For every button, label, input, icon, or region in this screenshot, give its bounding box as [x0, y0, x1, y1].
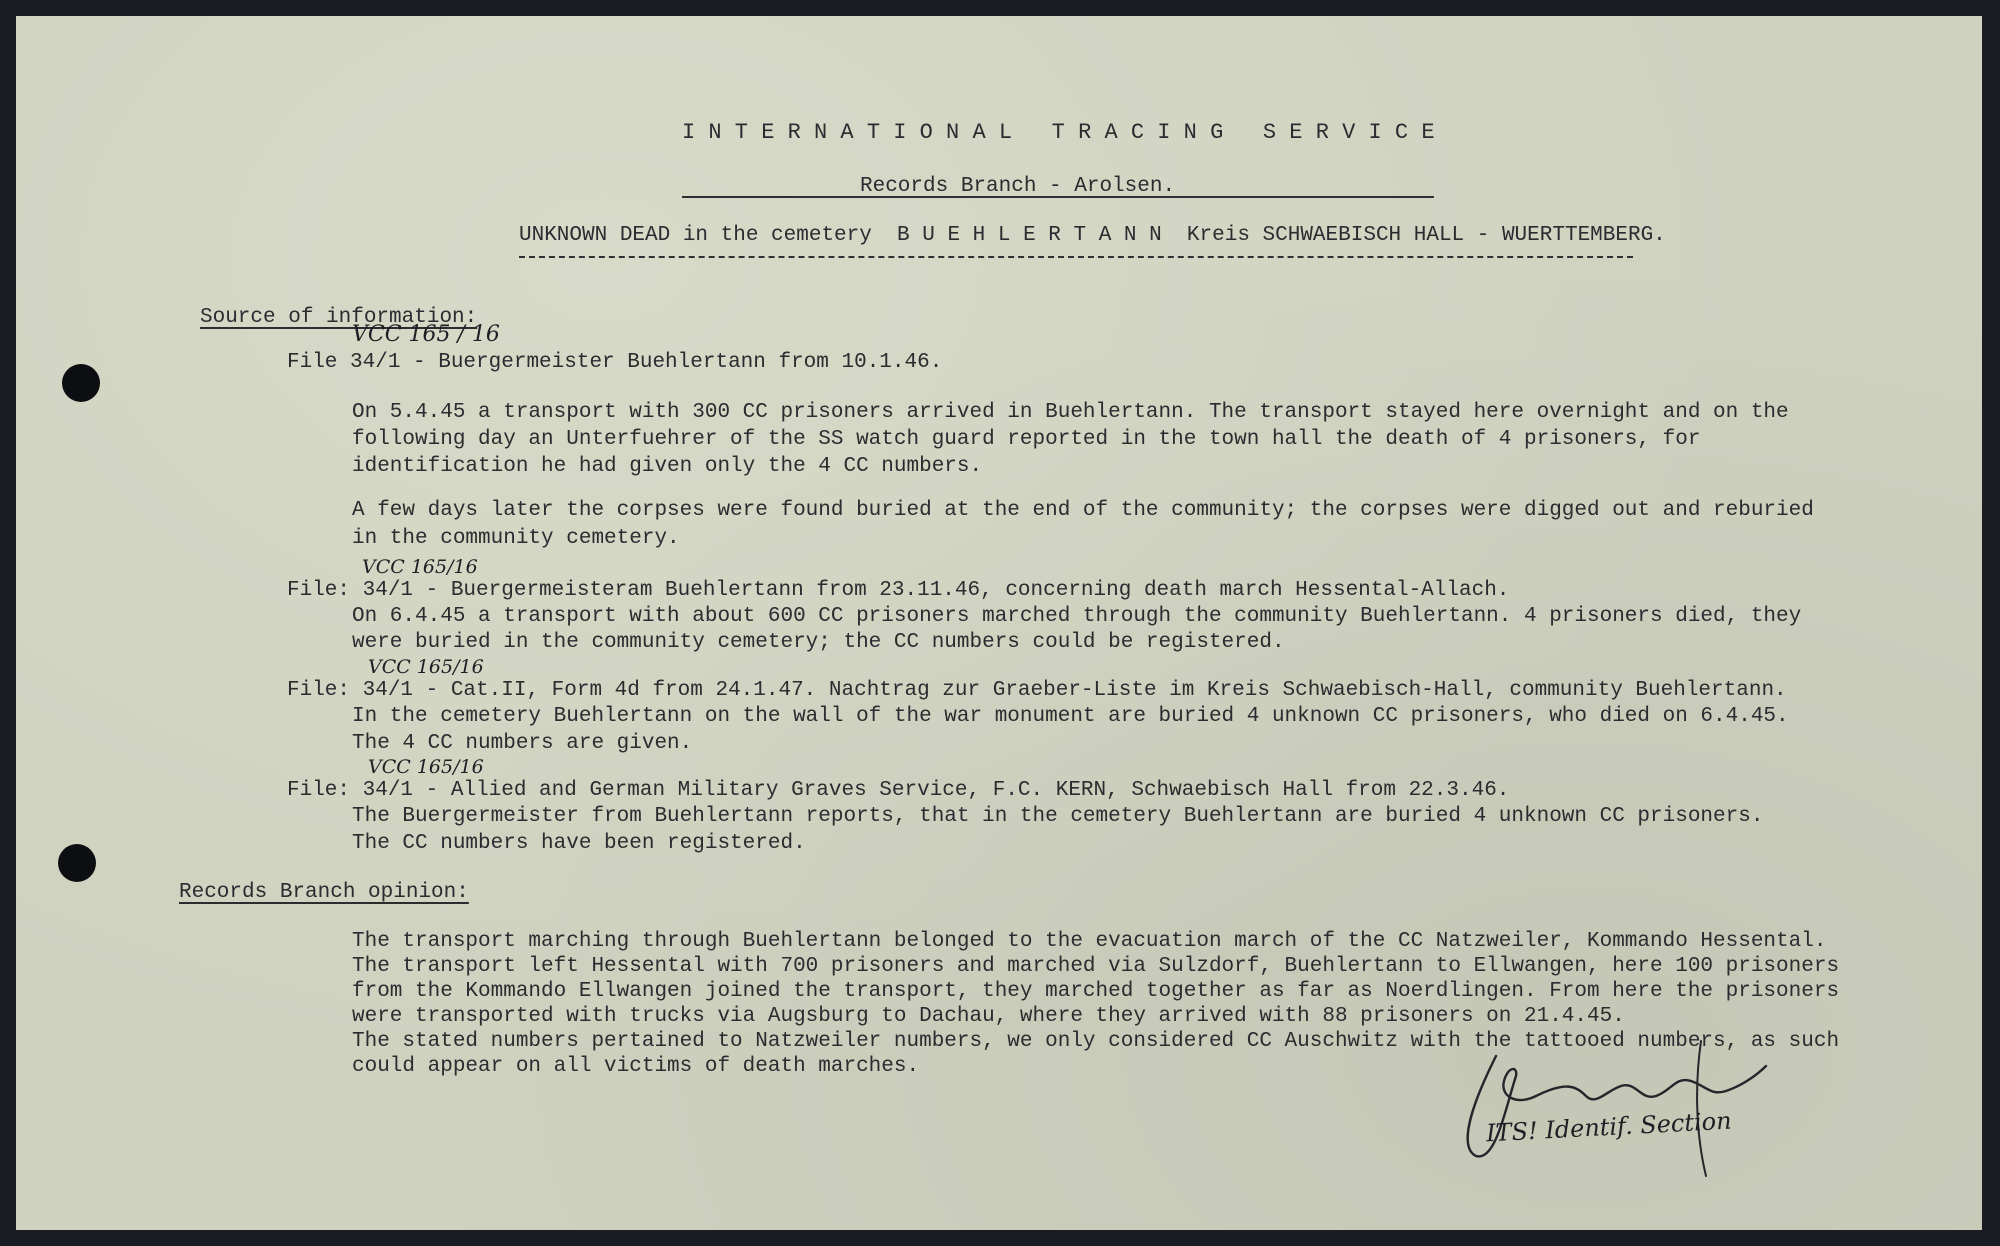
body-line: identification he had given only the 4 CC numbers. — [352, 455, 983, 478]
opinion-line: The stated numbers pertained to Natzweiler numbers, we only considered CC Auschwitz with the tattooed numbers, as such — [352, 1030, 1840, 1053]
body-line: following day an Unterfuehrer of the SS watch guard reported in the town hall the death of 4 prisoners, for — [352, 428, 1701, 451]
branch-underline — [682, 196, 1434, 198]
handwritten-reference: VCC 165/16 — [368, 756, 484, 778]
file-line: File: 34/1 - Cat.II, Form 4d from 24.1.47. Nachtrag zur Graeber-Liste im Kreis Schwaebisch-Hall, community Buehlertann. — [287, 679, 1787, 702]
signature-text: ITS! Identif. Section — [1485, 1106, 1733, 1148]
handwritten-reference: VCC 165/16 — [368, 656, 484, 678]
document-subject: UNKNOWN DEAD in the cemetery B U E H L E R T A N N Kreis SCHWAEBISCH HALL - WUERTTEMBERG. — [519, 224, 1666, 247]
branch-line: Records Branch - Arolsen. — [860, 175, 1176, 198]
body-line: in the community cemetery. — [352, 527, 680, 550]
opinion-line: were transported with trucks via Augsburg to Dachau, where they arrived with 88 prisoners on 21.4.45. — [352, 1005, 1625, 1028]
opinion-line: from the Kommando Ellwangen joined the transport, they marched together as far as Noerdlingen. From here the prisoners — [352, 980, 1840, 1003]
punch-hole-bottom — [58, 844, 96, 882]
body-line: In the cemetery Buehlertann on the wall of the war monument are buried 4 unknown CC prisoners, who died on 6.4.45. — [352, 705, 1789, 728]
subject-underline — [519, 256, 1633, 258]
file-line: File: 34/1 - Buergermeisteram Buehlertann from 23.11.46, concerning death march Hessental-Allach. — [287, 579, 1510, 602]
source-heading: Source of information: — [200, 306, 478, 329]
file-line: File: 34/1 - Allied and German Military Graves Service, F.C. KERN, Schwaebisch Hall from 22.3.46. — [287, 779, 1510, 802]
opinion-line: The transport marching through Buehlertann belonged to the evacuation march of the CC Natzweiler, Kommando Hessental. — [352, 930, 1827, 953]
punch-hole-top — [62, 364, 100, 402]
handwritten-reference: VCC 165 / 16 — [352, 322, 500, 347]
document-page — [16, 16, 1982, 1230]
opinion-heading: Records Branch opinion: — [179, 881, 469, 904]
body-line: On 5.4.45 a transport with 300 CC prisoners arrived in Buehlertann. The transport stayed here overnight and on the — [352, 401, 1789, 424]
body-line: A few days later the corpses were found buried at the end of the community; the corpses were digged out and reburied — [352, 499, 1814, 522]
body-line: The Buergermeister from Buehlertann reports, that in the cemetery Buehlertann are buried 4 unknown CC prisoners. — [352, 805, 1764, 828]
body-line: The CC numbers have been registered. — [352, 832, 806, 855]
file-line: File 34/1 - Buergermeister Buehlertann from 10.1.46. — [287, 351, 943, 374]
opinion-line: The transport left Hessental with 700 prisoners and marched via Sulzdorf, Buehlertann to Ellwangen, here 100 prisoners — [352, 955, 1840, 978]
body-line: On 6.4.45 a transport with about 600 CC prisoners marched through the community Buehlertann. 4 prisoners died, they — [352, 605, 1802, 628]
opinion-line: could appear on all victims of death marches. — [352, 1055, 920, 1078]
body-line: The 4 CC numbers are given. — [352, 732, 693, 755]
body-line: were buried in the community cemetery; the CC numbers could be registered. — [352, 631, 1285, 654]
document-title: I N T E R N A T I O N A L T R A C I N G S E R V I C E — [682, 120, 1435, 145]
handwritten-reference: VCC 165/16 — [362, 556, 478, 578]
